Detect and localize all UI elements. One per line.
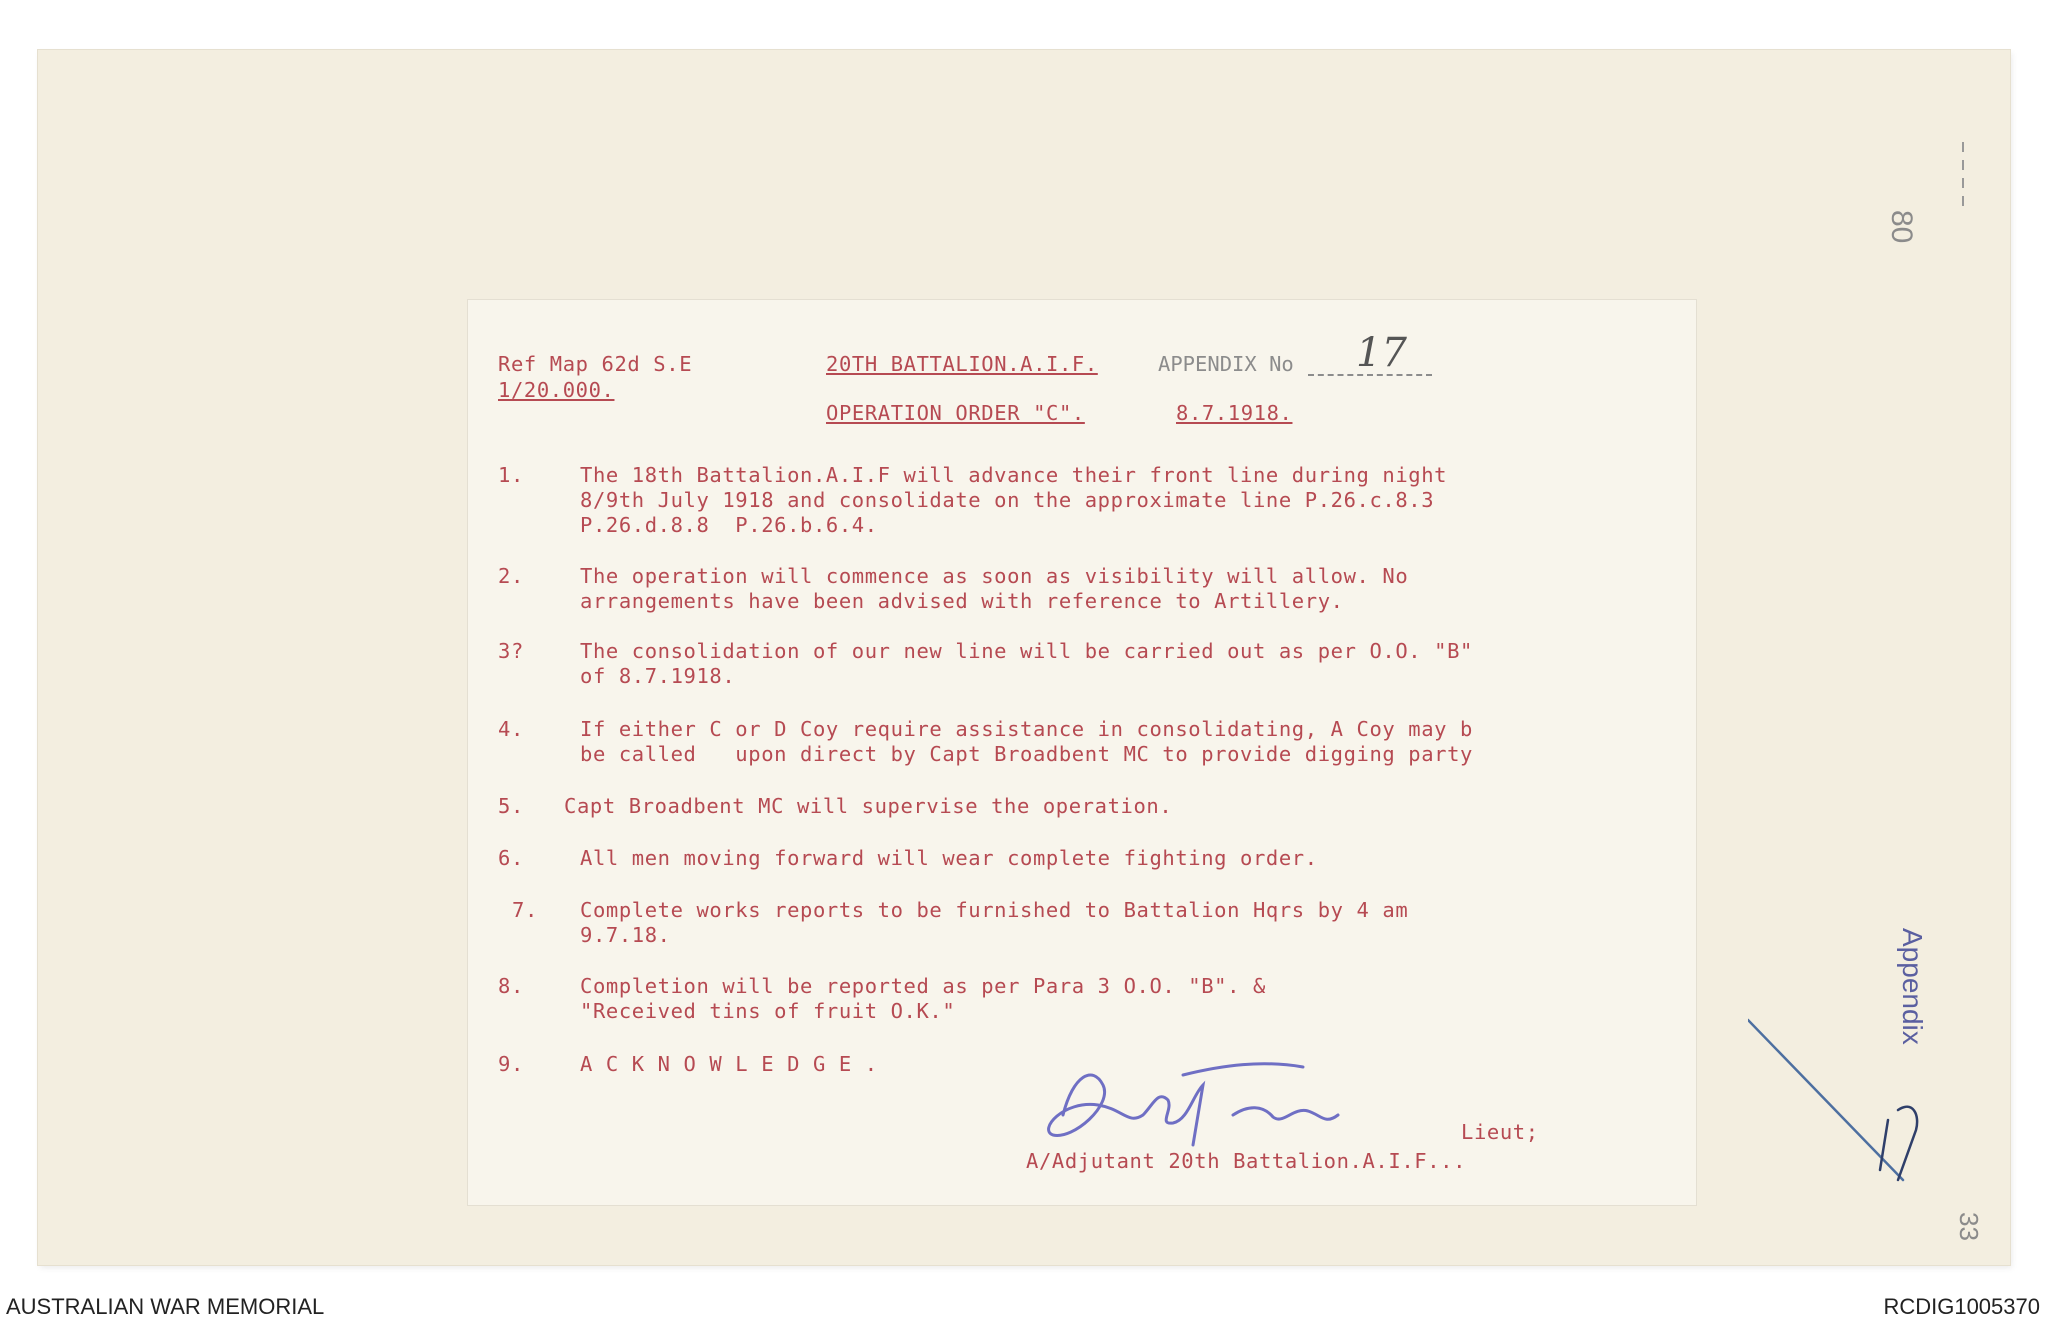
paragraph-text: Completion will be reported as per Para 3 O.O. "B". & "Received tins of fruit O.K."	[580, 974, 1266, 1023]
paragraph-text: The consolidation of our new line will be carried out as per O.O. "B" of 8.7.1918.	[580, 639, 1474, 688]
appendix-label: APPENDIX No	[1158, 352, 1294, 376]
paragraph-number: 9.	[498, 1052, 524, 1076]
pencil-folio-number-bottom: 33	[1954, 1212, 1984, 1241]
paragraph-number: 1.	[498, 463, 524, 487]
paragraph-number: 7.	[512, 898, 538, 922]
paragraph-text: All men moving forward will wear complete fighting order.	[580, 846, 1318, 870]
signature-title: A/Adjutant 20th Battalion.A.I.F...	[1026, 1149, 1467, 1173]
paragraph-text: Complete works reports to be furnished to Battalion Hqrs by 4 am 9.7.18.	[580, 898, 1409, 947]
paragraph-number: 4.	[498, 717, 524, 741]
order-title: OPERATION ORDER "C".	[826, 401, 1085, 425]
paragraph-text: The 18th Battalion.A.I.F will advance their front line during night 8/9th July 1918 and consolidate on the approximate line P.26.c.8.3 P.26.d.8.8 P.26.b.6.4.	[580, 463, 1448, 537]
paragraph-text: If either C or D Coy require assistance in consolidating, A Coy may b be called upon direct by Capt Broadbent MC to provide digging party	[580, 717, 1474, 766]
appendix-number-handwritten: 17	[1356, 330, 1407, 376]
unit-heading: 20TH BATTALION.A.I.F.	[826, 352, 1098, 376]
signature-rank: Lieut;	[1461, 1120, 1539, 1144]
paragraph-number: 2.	[498, 564, 524, 588]
pencil-dash-marks	[1962, 142, 1964, 210]
paragraph-number: 6.	[498, 846, 524, 870]
blue-pen-marks	[1748, 990, 1968, 1230]
operation-order-sheet	[468, 300, 1696, 1205]
paragraph-text: The operation will commence as soon as visibility will allow. No arrangements have been advised with reference to Artillery.	[580, 564, 1409, 613]
paragraph-number: 5.	[498, 794, 524, 818]
archive-credit: AUSTRALIAN WAR MEMORIAL	[6, 1294, 325, 1319]
paragraph-number: 8.	[498, 974, 524, 998]
order-date: 8.7.1918.	[1176, 401, 1293, 425]
paragraph-text: A C K N O W L E D G E .	[580, 1052, 878, 1076]
paragraph-text: Capt Broadbent MC will supervise the operation.	[564, 794, 1173, 818]
ref-map-line1: Ref Map 62d S.E	[498, 352, 693, 376]
pencil-folio-number-top: 80	[1885, 210, 1918, 244]
archive-mount-board	[38, 50, 2010, 1265]
paragraph-number: 3?	[498, 639, 524, 663]
ref-map-scale: 1/20.000.	[498, 378, 615, 402]
appendix-stamp: Appendix	[1897, 928, 1928, 1045]
archive-reference-id: RCDIG1005370	[1883, 1294, 2040, 1319]
